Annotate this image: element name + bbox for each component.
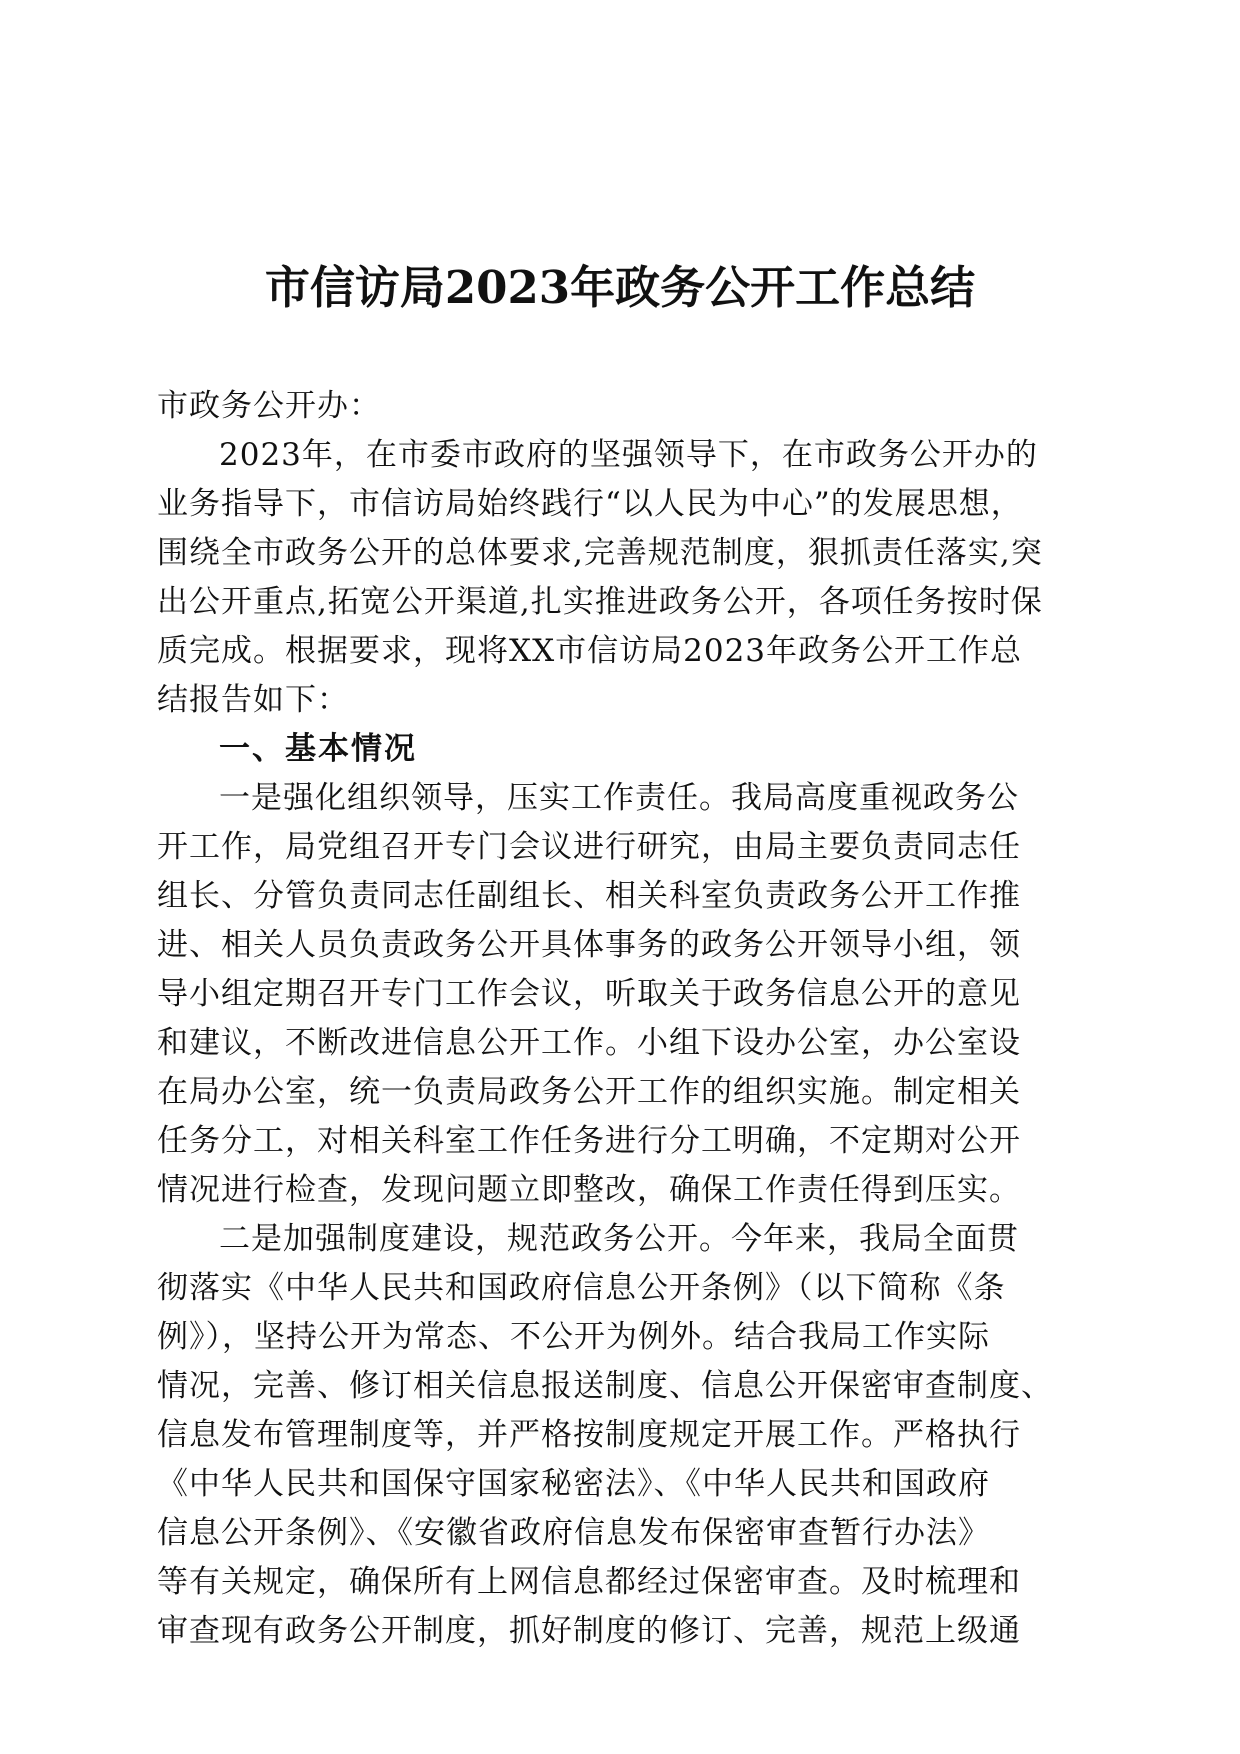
paragraph-line: 《中华人民共和国保守国家秘密法》、《中华人民共和国政府 — [157, 1466, 990, 1502]
paragraph-line: 组长、分管负责同志任副组长、相关科室负责政务公开工作推 — [157, 878, 1021, 914]
paragraph-line: 例》），坚持公开为常态、不公开为例外。结合我局工作实际 — [157, 1319, 990, 1355]
paragraph-line: 在局办公室，统一负责局政务公开工作的组织实施。制定相关 — [157, 1074, 1021, 1110]
paragraph-line: 进、相关人员负责政务公开具体事务的政务公开领导小组，领 — [157, 927, 1021, 963]
document-body — [157, 382, 1087, 1656]
paragraph-line: 任务分工，对相关科室工作任务进行分工明确，不定期对公开 — [157, 1123, 1021, 1159]
paragraph-line: 和建议，不断改进信息公开工作。小组下设办公室，办公室设 — [157, 1025, 1021, 1061]
paragraph-line: 二是加强制度建设，规范政务公开。今年来，我局全面贯 — [219, 1221, 1019, 1257]
paragraph-line: 等有关规定，确保所有上网信息都经过保密审查。及时梳理和 — [157, 1564, 1021, 1600]
paragraph-line: 业务指导下，市信访局始终践行“以人民为中心”的发展思想， — [157, 486, 1023, 522]
paragraph-line: 出公开重点,拓宽公开渠道,扎实推进政务公开，各项任务按时保 — [157, 584, 1043, 620]
paragraph-line: 质完成。根据要求，现将XX市信访局2023年政务公开工作总 — [157, 633, 1023, 669]
document-title: 市信访局2023年政务公开工作总结 — [264, 261, 976, 314]
paragraph-line: 审查现有政务公开制度，抓好制度的修订、完善，规范上级通 — [157, 1613, 1021, 1649]
paragraph-line: 2023年，在市委市政府的坚强领导下，在市政务公开办的 — [219, 437, 1038, 473]
paragraph-line: 围绕全市政务公开的总体要求,完善规范制度，狠抓责任落实,突 — [157, 535, 1043, 571]
paragraph-line: 结报告如下： — [157, 682, 349, 718]
paragraph-line: 信息公开条例》、《安徽省政府信息发布保密审查暂行办法》 — [157, 1515, 990, 1551]
paragraph-line: 一是强化组织领导，压实工作责任。我局高度重视政务公 — [219, 780, 1019, 816]
paragraph-line: 开工作，局党组召开专门会议进行研究，由局主要负责同志任 — [157, 829, 1021, 865]
salutation-line: 市政务公开办： — [157, 388, 381, 424]
paragraph-line: 信息发布管理制度等，并严格按制度规定开展工作。严格执行 — [157, 1417, 1021, 1453]
paragraph-line: 彻落实《中华人民共和国政府信息公开条例》（以下简称《条 — [157, 1270, 1006, 1306]
paragraph-line: 情况，完善、修订相关信息报送制度、信息公开保密审查制度、 — [157, 1368, 1053, 1404]
paragraph-line: 导小组定期召开专门工作会议，听取关于政务信息公开的意见 — [157, 976, 1021, 1012]
section-heading: 一、基本情况 — [219, 731, 417, 767]
paragraph-line: 情况进行检查，发现问题立即整改，确保工作责任得到压实。 — [157, 1172, 1021, 1208]
